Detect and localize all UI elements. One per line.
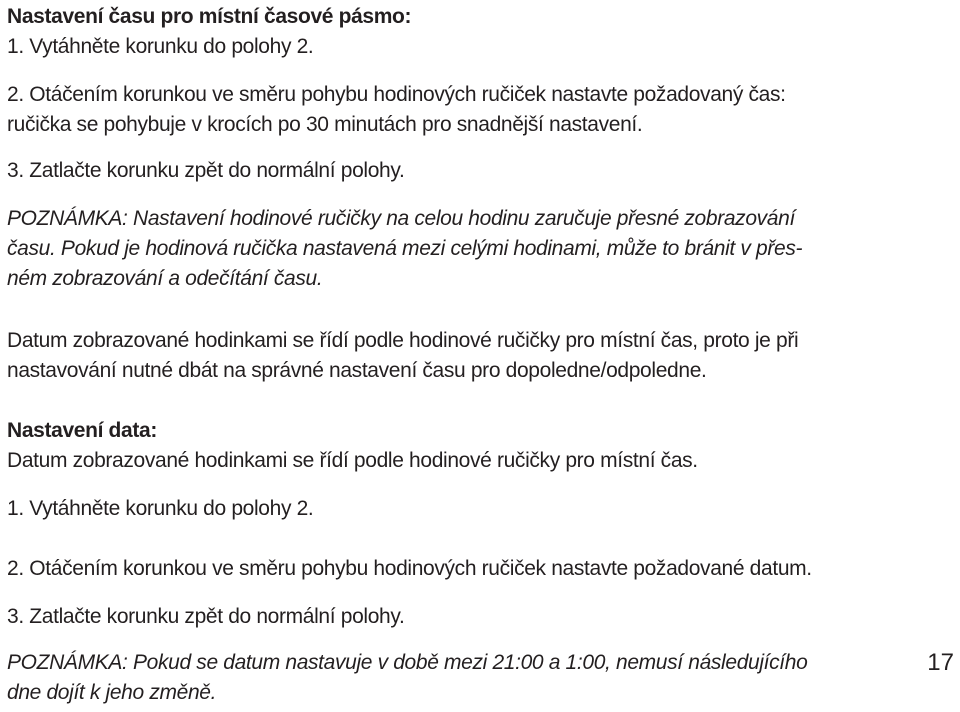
local-time-step-2-line-1: 2. Otáčením korunkou ve směru pohybu hodinových ručiček nastavte požadovaný čas: [7,83,786,106]
page-number: 17 [927,649,954,676]
local-time-step-1: 1. Vytáhněte korunku do polohy 2. [7,35,314,58]
date-setting-note [7,648,807,708]
date-setting-heading: Nastavení data: [7,419,157,442]
date-info-line-2: nastavování nutné dbát na správné nastavení času pro dopoledne/odpoledne. [7,359,707,382]
date-setting-note-line-2: dne dojít k jeho změně. [7,681,217,704]
local-time-step-2-line-2: ručička se pohybuje v krocích po 30 minutách pro snadnější nastavení. [7,113,643,136]
date-setting-step-2: 2. Otáčením korunkou ve směru pohybu hodinových ručiček nastavte požadované datum. [7,557,812,580]
local-time-heading: Nastavení času pro místní časové pásmo: [7,5,412,28]
local-time-step-3: 3. Zatlačte korunku zpět do normální polohy. [7,159,405,182]
local-time-note-line-3: ném zobrazování a odečítání času. [7,267,323,290]
date-setting-note-line-1: POZNÁMKA: Pokud se datum nastavuje v době mezi 21:00 a 1:00, nemusí následujícího [7,651,808,674]
date-setting-step-1: 1. Vytáhněte korunku do polohy 2. [7,497,314,520]
local-time-step-2 [7,80,786,140]
local-time-note [7,204,802,294]
date-setting-step-3: 3. Zatlačte korunku zpět do normální polohy. [7,605,405,628]
date-setting-intro: Datum zobrazované hodinkami se řídí podle hodinové ručičky pro místní čas. [7,449,698,472]
local-time-note-line-1: POZNÁMKA: Nastavení hodinové ručičky na celou hodinu zaručuje přesné zobrazování [7,207,795,230]
date-info-paragraph [7,326,798,386]
date-info-line-1: Datum zobrazované hodinkami se řídí podle hodinové ručičky pro místní čas, proto je při [7,329,799,352]
local-time-note-line-2: času. Pokud je hodinová ručička nastavená mezi celými hodinami, může to bránit v přes- [7,237,803,260]
